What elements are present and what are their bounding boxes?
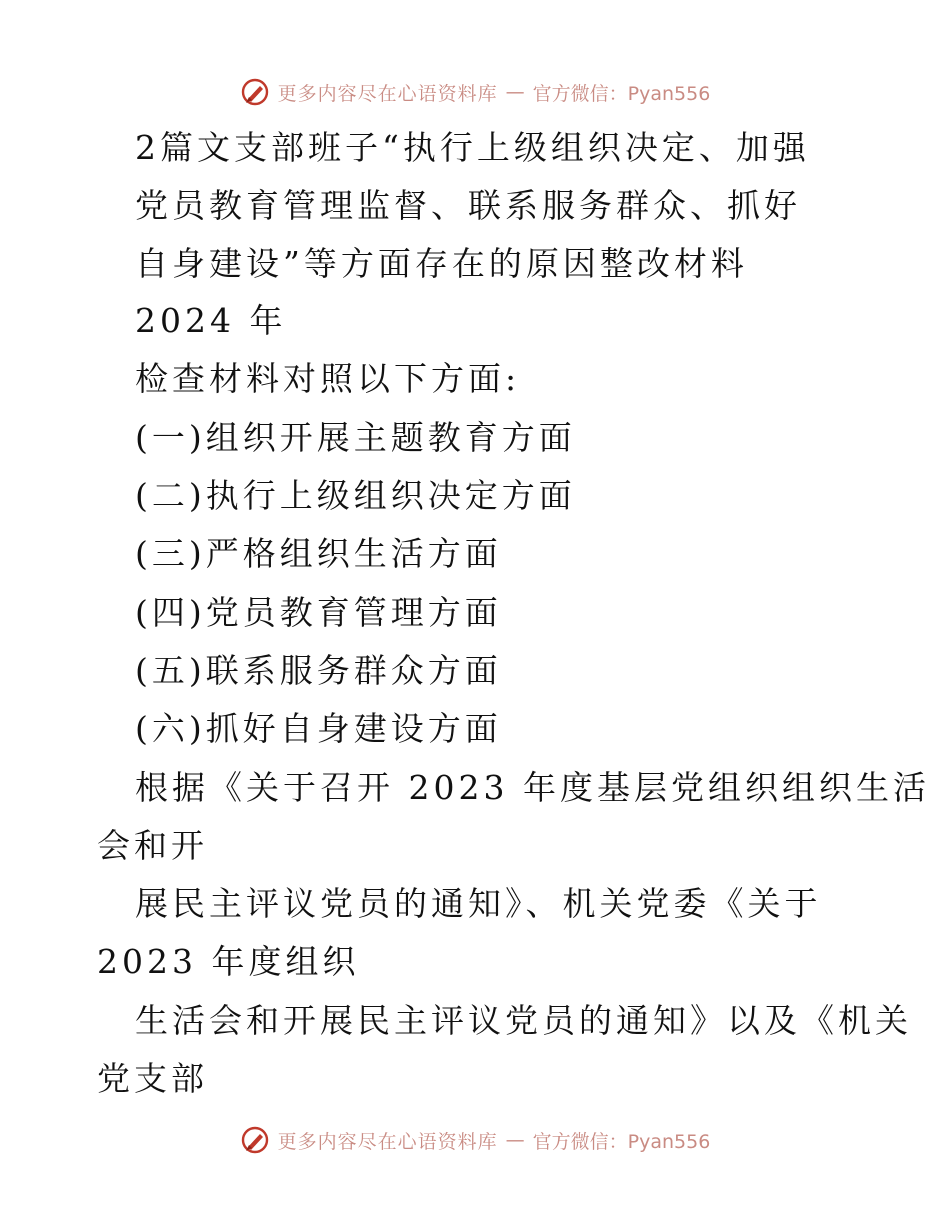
body-line: 2篇文支部班子“执行上级组织决定、加强: [135, 128, 810, 167]
watermark-header: [0, 72, 950, 112]
watermark-footer: [0, 1120, 950, 1160]
body-line: (三)严格组织生活方面: [135, 534, 502, 573]
watermark-contact: 官方微信：Pyan556: [532, 1130, 711, 1153]
watermark-text: 更多内容尽在心语资料库: [277, 82, 498, 105]
pen-logo-icon: [240, 1125, 270, 1155]
watermark-separator: —: [505, 81, 525, 103]
pen-logo-icon: [240, 77, 270, 107]
body-line: 根据《关于召开 2023 年度基层党组织组织生活: [135, 768, 930, 807]
body-line: (四)党员教育管理方面: [135, 593, 502, 632]
body-line: 展民主评议党员的通知》、机关党委《关于: [135, 884, 822, 923]
body-line: (六)抓好自身建设方面: [135, 709, 502, 748]
body-line: 2024 年: [135, 301, 287, 340]
body-line: 2023 年度组织: [97, 942, 360, 981]
watermark-text: 更多内容尽在心语资料库: [277, 1130, 498, 1153]
body-line: 党员教育管理监督、联系服务群众、抓好: [135, 186, 801, 225]
body-line: 自身建设”等方面存在的原因整改材料: [135, 244, 748, 283]
body-line: (一)组织开展主题教育方面: [135, 418, 576, 457]
watermark-contact: 官方微信：Pyan556: [532, 82, 711, 105]
body-line: 检查材料对照以下方面:: [135, 359, 521, 398]
body-line: 生活会和开展民主评议党员的通知》以及《机关: [135, 1001, 912, 1040]
watermark-separator: —: [505, 1129, 525, 1151]
body-line: 会和开: [97, 826, 208, 865]
body-line: 党支部: [97, 1059, 208, 1098]
body-line: (二)执行上级组织决定方面: [135, 476, 576, 515]
body-line: (五)联系服务群众方面: [135, 651, 502, 690]
